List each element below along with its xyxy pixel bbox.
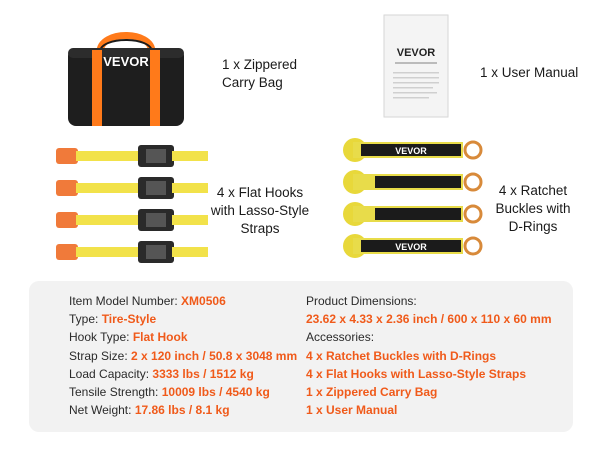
spec-type xyxy=(69,310,297,328)
spec-load-value: 3333 lbs / 1512 kg xyxy=(152,366,254,381)
specs-left-column xyxy=(69,292,297,419)
bag-caption xyxy=(222,56,312,92)
spec-tensile xyxy=(69,383,297,401)
manual-logo: VEVOR xyxy=(396,47,436,59)
hooks-caption-line1: 4 x Flat Hooks xyxy=(216,185,304,200)
spec-model-label: Item Model Number: xyxy=(69,294,182,308)
flat-hook-strap-2 xyxy=(56,177,208,199)
ratchet-straps-image xyxy=(335,134,487,274)
spec-load xyxy=(69,365,297,383)
accessory-item: 1 x Zippered Carry Bag xyxy=(306,385,438,400)
spec-hook-type xyxy=(69,328,297,346)
bag-logo: VEVOR xyxy=(103,54,149,69)
ratchet-strap-4 xyxy=(343,234,481,258)
ratchets-caption-line1: 4 x Ratchet xyxy=(498,183,568,198)
spec-type-value: Tire-Style xyxy=(101,312,157,327)
spec-accessories-label: Accessories: xyxy=(306,330,375,345)
flat-hook-strap-3 xyxy=(56,209,208,231)
flat-hooks-image xyxy=(50,140,210,280)
spec-model xyxy=(69,292,297,310)
ratchet-strap-2 xyxy=(343,170,481,194)
strap-logo-4: VEVOR xyxy=(395,242,427,252)
spec-weight xyxy=(69,401,297,419)
spec-dimensions-value: 23.62 x 4.33 x 2.36 inch / 600 x 110 x 60 mm xyxy=(306,312,552,327)
spec-hook-type-label: Hook Type: xyxy=(69,330,133,345)
ratchets-caption xyxy=(478,182,588,236)
spec-strap-size xyxy=(69,347,297,365)
spec-type-label: Type: xyxy=(69,312,102,327)
accessory-item: 1 x User Manual xyxy=(306,403,398,418)
flat-hook-strap-1 xyxy=(56,145,208,167)
hooks-caption-line2: with Lasso-Style xyxy=(210,203,310,218)
spec-model-value: XM0506 xyxy=(181,294,226,308)
ratchets-caption-line2: Buckles with xyxy=(495,201,571,216)
spec-weight-value: 17.86 lbs / 8.1 kg xyxy=(134,403,230,418)
bag-caption-line2: Carry Bag xyxy=(222,75,283,90)
spec-weight-label: Net Weight: xyxy=(69,403,135,418)
spec-load-label: Load Capacity: xyxy=(69,366,153,381)
hooks-caption xyxy=(200,184,320,238)
flat-hook-strap-4 xyxy=(56,241,208,263)
ratchets-caption-line3: D-Rings xyxy=(508,219,558,234)
manual-caption: 1 x User Manual xyxy=(480,65,579,80)
spec-tensile-label: Tensile Strength: xyxy=(69,385,162,400)
bag-caption-line1: 1 x Zippered xyxy=(222,57,298,72)
specs-panel xyxy=(29,281,573,432)
specs-right-column xyxy=(306,292,552,419)
user-manual-image xyxy=(383,14,449,118)
ratchet-strap-1 xyxy=(343,138,481,162)
spec-strap-size-label: Strap Size: xyxy=(69,348,132,363)
accessory-item: 4 x Ratchet Buckles with D-Rings xyxy=(306,348,497,363)
ratchet-strap-3 xyxy=(343,202,481,226)
spec-strap-size-value: 2 x 120 inch / 50.8 x 3048 mm xyxy=(131,348,298,363)
accessory-item: 4 x Flat Hooks with Lasso-Style Straps xyxy=(306,366,527,381)
spec-hook-type-value: Flat Hook xyxy=(132,330,188,345)
strap-logo-1: VEVOR xyxy=(395,146,427,156)
hooks-caption-line3: Straps xyxy=(240,221,280,236)
spec-tensile-value: 10009 lbs / 4540 kg xyxy=(161,385,270,400)
carry-bag-image xyxy=(62,22,190,130)
spec-dimensions-label: Product Dimensions: xyxy=(306,294,417,308)
